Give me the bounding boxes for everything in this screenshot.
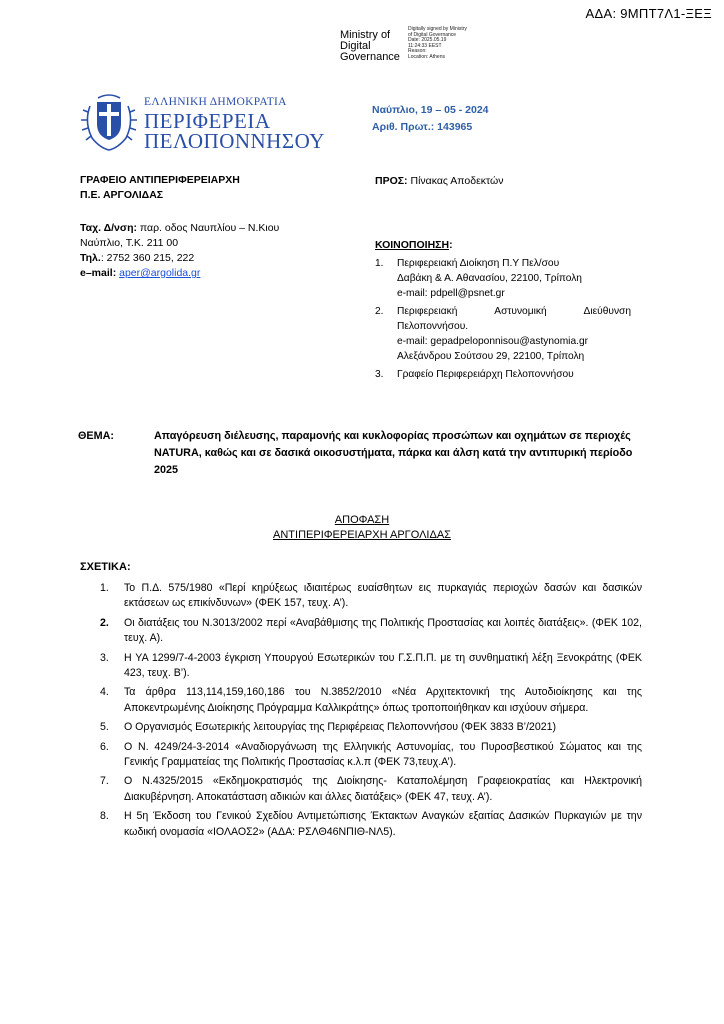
address-label: Ταχ. Δ/νση: <box>80 222 137 234</box>
cc-line: Περιφερειακή Διοίκηση Π.Υ Πελ/σου <box>397 258 560 269</box>
greek-coat-of-arms-icon <box>80 92 138 152</box>
item-number: 2. <box>375 306 384 317</box>
ada-code: ΑΔΑ: 9ΜΠΤ7Λ1-ΞΕΞ <box>585 6 712 21</box>
list-item <box>100 740 642 771</box>
date-protocol <box>372 102 489 136</box>
decision-subtitle: ΑΝΤΙΠΕΡΙΦΕΡΕΙΑΡΧΗ ΑΡΓΟΛΙΔΑΣ <box>273 529 451 541</box>
phone-value: : 2752 360 215, 222 <box>100 252 195 264</box>
list-item <box>375 256 631 301</box>
signature-line: Digital <box>340 40 371 52</box>
reference-text: Τα άρθρα 113,114,159,160,186 του Ν.3852/2010 «Νέα Αρχιτεκτονική της Αυτοδιοίκησης και της Αποκεντρωμένης Διοίκησης Πρόγραμμα Καλλικράτης» όπως τροποποιήθηκαν και ισχύουν σήμερα. <box>124 686 642 714</box>
phone-label: Τηλ. <box>80 252 101 264</box>
signature-detail: 11:24:33 EEST <box>408 42 442 49</box>
decision-heading <box>0 513 724 543</box>
decision-title: ΑΠΟΦΑΣΗ <box>334 514 390 526</box>
place-date: Ναύπλιο, 19 – 05 - 2024 <box>372 104 489 116</box>
reference-text: Η 5η Έκδοση του Γενικού Σχεδίου Αντιμετώπισης Έκτακτων Αναγκών εξαιτίας Δασικών Πυρκαγιών με την κωδική ονομασία «ΙΟΛΑΟΣ2» (ΑΔΑ: ΡΣΛΘ46ΝΠΙΘ-ΝΛ5). <box>124 810 642 838</box>
list-item <box>375 304 631 364</box>
region-name-line2: ΠΕΛΟΠΟΝΝΗΣΟΥ <box>144 129 325 153</box>
list-item <box>100 616 642 647</box>
signature-line: Ministry of <box>340 29 391 41</box>
cc-line: e-mail: gepadpeloponnisou@astynomia.gr <box>397 336 589 347</box>
cc-colon: : <box>449 239 453 251</box>
region-name-line1: ΠΕΡΙΦΕΡΕΙΑ <box>144 109 271 133</box>
references-label: ΣΧΕΤΙΚΑ: <box>80 561 131 573</box>
cc-line: Αλεξάνδρου Σούτσου 29, 22100, Τρίπολη <box>397 351 585 362</box>
reference-text: Η ΥΑ 1299/7-4-2003 έγκριση Υπουργού Εσωτερικών του Γ.Σ.Π.Π. με τη συνθηματική λέξη Ξενοκράτης (ΦΕΚ 423, τευχ. Β’). <box>124 651 642 680</box>
item-number: 8. <box>100 810 109 823</box>
item-number: 3. <box>375 369 384 380</box>
signature-detail: Location: Athens <box>408 53 445 60</box>
sender-office <box>80 173 240 203</box>
protocol-number: Αριθ. Πρωτ.: 143965 <box>372 121 473 133</box>
list-item <box>100 774 642 805</box>
recipient-line <box>375 174 503 189</box>
cc-list <box>375 256 631 382</box>
email-link[interactable]: aper@argolida.gr <box>119 267 201 279</box>
list-item <box>100 581 642 612</box>
signature-details <box>408 27 528 60</box>
signature-line: Governance <box>340 51 400 63</box>
reference-text: Ο Ν.4325/2015 «Εκδημοκρατισμός της Διοίκησης- Καταπολέμηση Γραφειοκρατίας και Ηλεκτρονική Διακυβέρνηση. Αποκατάσταση αδικιών και άλλες διατάξεις» (ΦΕΚ 47, τευχ. Α’). <box>124 775 642 803</box>
list-item <box>100 685 642 716</box>
item-number: 1. <box>100 582 109 594</box>
republic-label: ΕΛΛΗΝΙΚΗ ΔΗΜΟΚΡΑΤΙΑ <box>144 96 287 108</box>
subject <box>78 428 658 479</box>
reference-text: Ο Οργανισμός Εσωτερικής λειτουργίας της Περιφέρειας Πελοποννήσου (ΦΕΚ 3833 Β’/2021) <box>124 721 557 734</box>
city-line: Ναύπλιο, Τ.Κ. 211 00 <box>80 237 179 249</box>
office-unit: Π.Ε. ΑΡΓΟΛΙΔΑΣ <box>80 189 164 201</box>
item-number: 3. <box>100 651 109 664</box>
subject-text: Απαγόρευση διέλευσης, παραμονής και κυκλοφορίας προσώπων και οχημάτων σε περιοχές NATURA, καθώς και σε δασικά οικοσυστήματα, πάρκα και άλση κατά την αντιπυρική περίοδο 2025 <box>154 430 633 476</box>
region-header <box>144 96 325 151</box>
address-line <box>80 221 279 236</box>
signature-detail: Digitally signed by Ministry <box>408 26 467 32</box>
signature-label <box>340 30 410 63</box>
cc-line: Γραφείο Περιφερειάρχη Πελοποννήσου <box>397 369 574 380</box>
reference-text: Το Π.Δ. 575/1980 «Περί κηρύξεως ιδιαιτέρως ευαίσθητων εις πυρκαγιάς περιοχών δασών και δασικών εκτάσεων ως επικίνδυνων» (ΦΕΚ 157, τευχ. Α’). <box>124 582 642 610</box>
phone-line <box>80 251 279 266</box>
office-name: ΓΡΑΦΕΙΟ ΑΝΤΙΠΕΡΙΦΕΡΕΙΑΡΧΗ <box>80 174 240 186</box>
signature-detail: Date: 2025.05.19 <box>408 37 447 43</box>
recipient-label: ΠΡΟΣ: <box>375 175 408 187</box>
item-number: 1. <box>375 258 384 269</box>
cc-line: e-mail: pdpell@psnet.gr <box>397 288 505 299</box>
item-number: 6. <box>100 740 109 753</box>
email-line <box>80 266 279 281</box>
subject-label: ΘΕΜΑ: <box>78 430 114 442</box>
list-item <box>375 367 631 382</box>
signature-detail: Reason: <box>408 48 427 54</box>
item-number: 5. <box>100 721 109 734</box>
recipient-value: Πίνακας Αποδεκτών <box>407 175 504 187</box>
references-list <box>100 581 642 844</box>
cc-label: ΚΟΙΝΟΠΟΙΗΣΗ <box>375 239 450 251</box>
list-item <box>100 651 642 682</box>
signature-detail: of Digital Governance <box>408 31 457 38</box>
list-item <box>100 720 642 735</box>
cc-line: Περιφερειακή Αστυνομική Διεύθυνση <box>397 306 631 317</box>
email-label: e–mail: <box>80 267 117 279</box>
cc-line: Δαβάκη & Α. Αθανασίου, 22100, Τρίπολη <box>397 273 582 284</box>
reference-text: Οι διατάξεις του Ν.3013/2002 περί «Αναβάθμισης της Πολιτικής Προστασίας και λοιπές διατάξεις». (ΦΕΚ 102, τευχ. Α). <box>124 616 642 645</box>
reference-text: Ο Ν. 4249/24-3-2014 «Αναδιοργάνωση της Ελληνικής Αστυνομίας, του Πυροσβεστικού Σώματος και της Γενικής Γραμματείας της Πολιτικής Προστασίας κ.λ.π (ΦΕΚ 73,τευχ.Α’). <box>124 740 642 769</box>
list-item <box>100 809 642 840</box>
cc-heading <box>375 238 453 253</box>
cc-line: Πελοποννήσου. <box>397 321 469 332</box>
sender-contacts <box>80 221 279 281</box>
item-number: 2. <box>100 616 109 629</box>
item-number: 4. <box>100 686 109 699</box>
address-value: παρ. οδος Ναυπλίου – Ν.Κιου <box>136 222 280 234</box>
item-number: 7. <box>100 775 109 788</box>
